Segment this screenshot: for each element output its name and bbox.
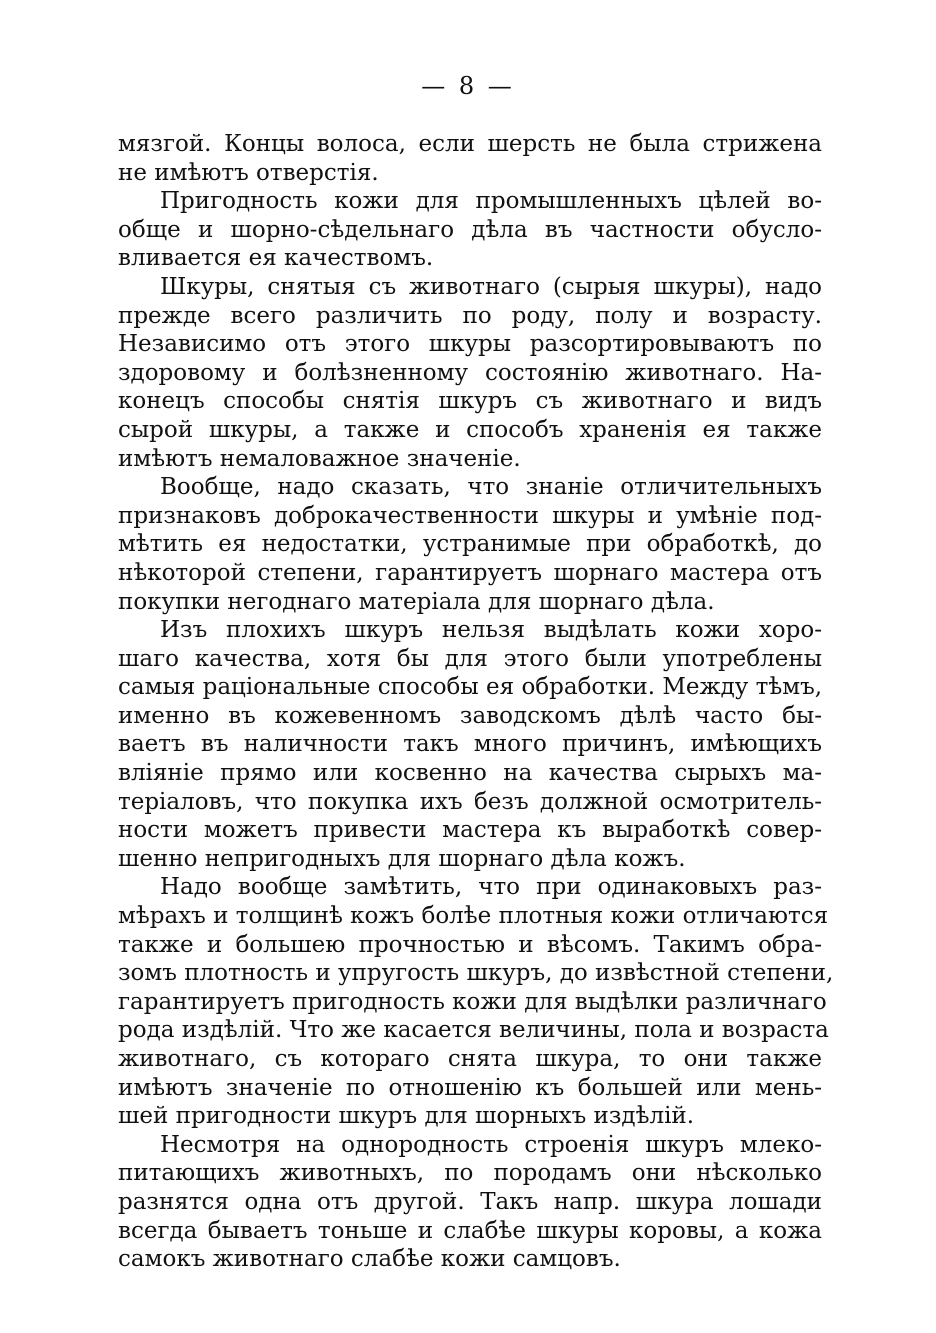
text-line: зомъ плотность и упругость шкуръ, до извѣстной степени,	[118, 960, 834, 987]
text-line: также и большею прочностью и вѣсомъ. Такимъ обра-	[118, 931, 822, 958]
text-line: питающихъ животныхъ, по породамъ они нѣсколько	[118, 1160, 822, 1187]
paragraph	[118, 273, 822, 473]
paragraph	[118, 473, 822, 616]
paragraph	[118, 187, 822, 273]
text-line: мѣрахъ и толщинѣ кожъ болѣе плотныя кожи отличаются	[118, 903, 829, 930]
text-line: шаго качества, хотя бы для этого были употреблены	[118, 645, 822, 672]
text-line: Несмотря на однородность строенія шкуръ млеко-	[160, 1131, 822, 1158]
text-line: именно въ кожевенномъ заводскомъ дѣлѣ часто бы-	[118, 702, 822, 729]
text-line: всегда бываетъ тоньше и слабѣе шкуры коровы, а кожа	[118, 1217, 822, 1244]
paragraph	[118, 616, 822, 873]
text-line: рода издѣлій. Что же касается величины, пола и возраста	[118, 1017, 829, 1044]
text-line: гарантируетъ пригодность кожи для выдѣлки различнаго	[118, 988, 827, 1015]
page-number: — 8 —	[421, 72, 515, 100]
text-line: сырой шкуры, а также и способъ храненія ея также	[118, 416, 822, 443]
text-line: самокъ животнаго слабѣе кожи самцовъ.	[118, 1246, 621, 1273]
text-line: признаковъ доброкачественности шкуры и умѣніе под-	[118, 502, 822, 529]
text-line: Вообще, надо сказать, что знаніе отличительныхъ	[160, 474, 822, 501]
text-line: ваетъ въ наличности такъ много причинъ, имѣющихъ	[118, 731, 822, 758]
text-line: Изъ плохихъ шкуръ нельзя выдѣлать кожи хоро-	[160, 617, 822, 644]
text-line: конецъ способы снятія шкуръ съ животнаго и видъ	[118, 388, 822, 415]
text-line: вливается ея качествомъ.	[118, 245, 434, 272]
text-line: не имѣютъ отверстія.	[118, 159, 379, 186]
text-line: вліяніе прямо или косвенно на качества сырыхъ ма-	[118, 760, 822, 787]
text-line: Шкуры, снятыя съ животнаго (сырыя шкуры), надо	[160, 273, 822, 300]
text-line: имѣютъ значеніе по отношенію къ большей или мень-	[118, 1074, 822, 1101]
paragraph	[118, 873, 834, 1130]
paragraph	[118, 1131, 822, 1274]
text-line: животнаго, съ котораго снята шкура, то они также	[118, 1046, 822, 1072]
text-line: ности можетъ привести мастера къ выработкѣ совер-	[118, 817, 822, 844]
text-line: Пригодность кожи для промышленныхъ цѣлей во-	[160, 188, 822, 215]
page-body-text	[118, 130, 834, 1274]
text-line: разнятся одна отъ другой. Такъ напр. шкура лошади	[118, 1188, 822, 1215]
text-line: шенно непригодныхъ для шорнаго дѣла кожъ.	[118, 845, 686, 872]
text-line: Надо вообще замѣтить, что при одинаковыхъ раз-	[160, 874, 822, 901]
text-line: прежде всего различить по роду, полу и возрасту.	[118, 302, 822, 329]
text-line: обще и шорно-сѣдельнаго дѣла въ частности обусло-	[118, 216, 822, 243]
text-line: имѣютъ немаловажное значеніе.	[118, 445, 521, 472]
text-line: Независимо отъ этого шкуры разсортировываютъ по	[118, 331, 822, 358]
text-line: шей пригодности шкуръ для шорныхъ издѣлій.	[118, 1103, 695, 1130]
text-line: теріаловъ, что покупка ихъ безъ должной осмотритель-	[118, 788, 822, 815]
text-line: самыя раціональные способы ея обработки. Между тѣмъ,	[118, 674, 823, 701]
text-line: мязгой. Концы волоса, если шерсть не была стрижена	[118, 131, 822, 157]
text-line: нѣкоторой степени, гарантируетъ шорнаго мастера отъ	[118, 559, 822, 586]
text-line: здоровому и болѣзненному состоянію животнаго. На-	[118, 359, 822, 386]
text-line: мѣтить ея недостатки, устранимые при обработкѣ, до	[118, 531, 822, 558]
paragraph	[118, 130, 822, 187]
text-line: покупки негоднаго матеріала для шорнаго дѣла.	[118, 588, 715, 615]
